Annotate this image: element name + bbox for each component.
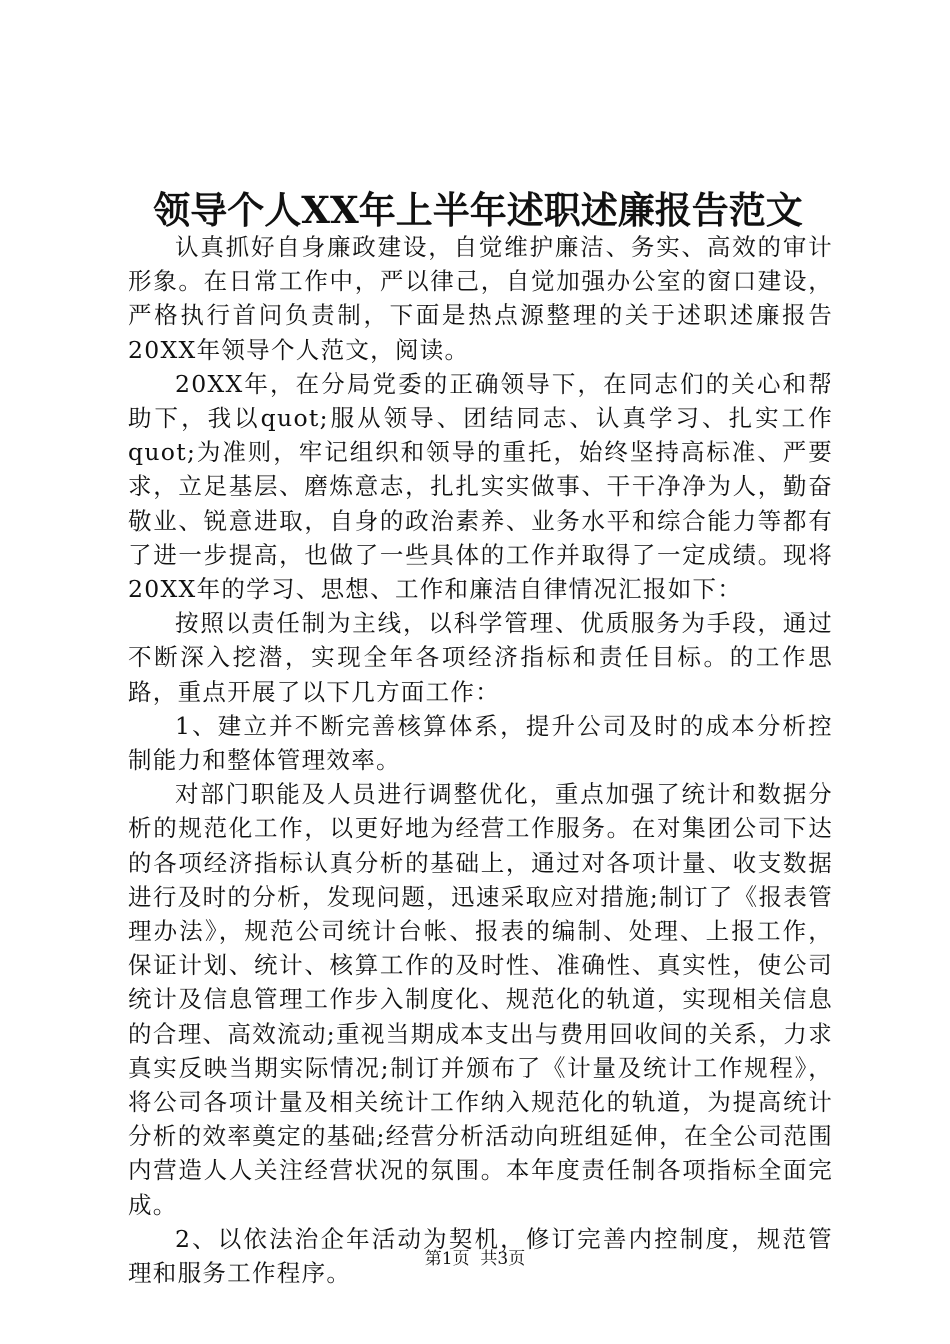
paragraph-item-1-heading: 1、建立并不断完善核算体系，提升公司及时的成本分析控制能力和整体管理效率。 [128,711,833,775]
page-total: 共3页 [480,1249,526,1269]
page-number: 第1页 [424,1249,470,1269]
page-footer [0,1247,950,1271]
paragraph-item-2-heading: 2、以依法治企年活动为契机，修订完善内控制度，规范管理和服务工作程序。 [128,1224,833,1288]
paragraph-item-1-detail: 对部门职能及人员进行调整优化，重点加强了统计和数据分析的规范化工作，以更好地为经营工作服务。在对集团公司下达的各项经济指标认真分析的基础上，通过对各项计量、收支数据进行及时的分析，发现问题，迅速采取应对措施;制订了《报表管理办法》，规范公司统计台帐、报表的编制、处理、上报工作，保证计划、统计、核算工作的及时性、准确性、真实性，使公司统计及信息管理工作步入制度化、规范化的轨道，实现相关信息的合理、高效流动;重视当期成本支出与费用回收间的关系，力求真实反映当期实际情况;制订并颁布了《计量及统计工作规程》，将公司各项计量及相关统计工作纳入规范化的轨道，为提高统计分析的效率奠定的基础;经营分析活动向班组延伸，在全公司范围内营造人人关注经营状况的氛围。本年度责任制各项指标全面完成。 [128,780,833,1219]
paragraph-approach: 按照以责任制为主线，以科学管理、优质服务为手段，通过不断深入挖潜，实现全年各项经济指标和责任目标。的工作思路，重点开展了以下几方面工作： [128,609,833,706]
paragraph-intro: 认真抓好自身廉政建设，自觉维护廉洁、务实、高效的审计形象。在日常工作中，严以律己，自觉加强办公室的窗口建设，严格执行首问负责制，下面是热点源整理的关于述职述廉报告20XX年领导个人范文，阅读。 [128,233,833,364]
document-body [128,230,833,1290]
document-title: 领导个人XX年上半年述职述廉报告范文 [153,188,803,232]
paragraph-summary: 20XX年，在分局党委的正确领导下，在同志们的关心和帮助下，我以quot;服从领导、团结同志、认真学习、扎实工作quot;为准则，牢记组织和领导的重托，始终坚持高标准、严要求，立足基层、磨炼意志，扎扎实实做事、干干净净为人，勤奋敬业、锐意进取，自身的政治素养、业务水平和综合能力等都有了进一步提高，也做了一些具体的工作并取得了一定成绩。现将20XX年的学习、思想、工作和廉洁自律情况汇报如下： [128,369,833,604]
